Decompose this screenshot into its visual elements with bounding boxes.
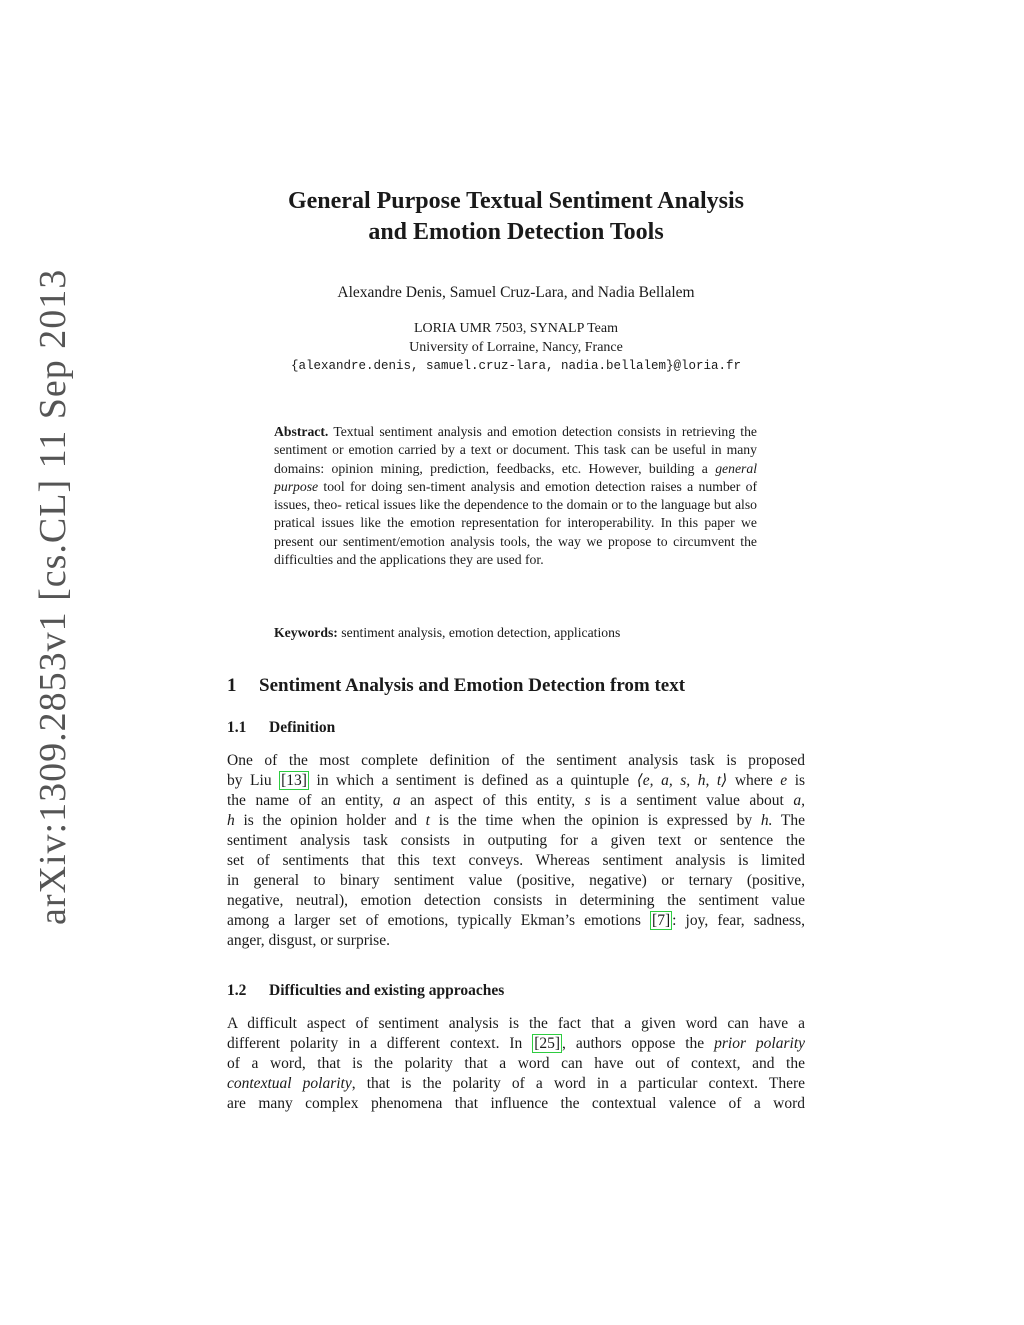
section-number: 1 xyxy=(227,675,237,696)
abstract-label: Abstract. xyxy=(274,424,329,439)
abstract xyxy=(274,423,757,569)
keywords-label: Keywords: xyxy=(274,625,338,640)
section-heading xyxy=(227,675,685,697)
subsection-title: Difficulties and existing approaches xyxy=(269,982,505,999)
subsection-number: 1.1 xyxy=(227,719,247,736)
paragraph-definition: One of the most complete definition of the sentiment analysis task is proposed by Liu [13] in which a sentiment is defined as a quintuple ⟨e, a, s, h, t⟩ where e is the name of an entity, a an aspect of this entity, s is a sentiment value about a, h is the opinion holder and t is the time when the opinion is expressed by h. The sentiment analysis task consists in outputing for a given text or sentence the set of sentiments that this text conveys. Whereas sentiment analysis is limited in general to binary sentiment value (positive, negative) or ternary (positive, negative, neutral), emotion detection consists in determining the sentiment value among a larger set of emotions, typically Ekman’s emotions [7] : joy, fear, sadness, anger, disgust, or surprise. xyxy=(227,752,806,949)
title-line-1: General Purpose Textual Sentiment Analysis xyxy=(287,188,745,214)
affiliation xyxy=(227,319,805,376)
paragraph-difficulties: A difficult aspect of sentiment analysis is the fact that a given word can have a different polarity in a different context. In [25] , authors oppose the prior polarity of a word, that is the polarity that a word can have out of context, and the contextual polarity, that is the polarity of a word in a particular context. There are many complex phenomena that influence the contextual valence of a word xyxy=(227,1015,806,1112)
affiliation-lab: LORIA UMR 7503, SYNALP Team xyxy=(414,321,618,336)
subsection-heading-definition xyxy=(227,719,335,737)
arxiv-stamp: arXiv:1309.2853v1 [cs.CL] 11 Sep 2013 xyxy=(32,268,74,925)
subsection-heading-difficulties xyxy=(227,982,504,1000)
abstract-text: Textual sentiment analysis and emotion detection consists in retrieving the sentiment or emotion carried by a text or document. This task can be useful in many domains: opinion mining, prediction, feedbacks, etc. However, building a general purpose tool for doing sen-timent analysis and emotion detection raises a number of issues, theo- retical issues like the dependence to the domain or to the language but also pratical issues like the emotion representation for interoperability. In this paper we present our sentiment/emotion analysis tools, the way we propose to circumvent the difficulties and the applications they are used for. xyxy=(274,424,758,568)
citation-link[interactable]: [25] xyxy=(534,1035,561,1052)
affiliation-university: University of Lorraine, Nancy, France xyxy=(409,340,623,355)
keywords xyxy=(274,624,757,642)
title-line-2: and Emotion Detection Tools xyxy=(368,219,664,245)
citation-link[interactable]: [7] xyxy=(652,912,671,929)
citation-link[interactable]: [13] xyxy=(281,772,307,789)
authors: Alexandre Denis, Samuel Cruz-Lara, and Nadia Bellalem xyxy=(337,284,695,301)
subsection-title: Definition xyxy=(269,719,336,736)
paper-title xyxy=(227,186,805,248)
affiliation-emails: {alexandre.denis, samuel.cruz-lara, nadia.bellalem}@loria.fr xyxy=(290,359,742,373)
subsection-number: 1.2 xyxy=(227,982,247,999)
section-title: Sentiment Analysis and Emotion Detection from text xyxy=(259,675,686,696)
keywords-text: sentiment analysis, emotion detection, applications xyxy=(341,625,621,640)
